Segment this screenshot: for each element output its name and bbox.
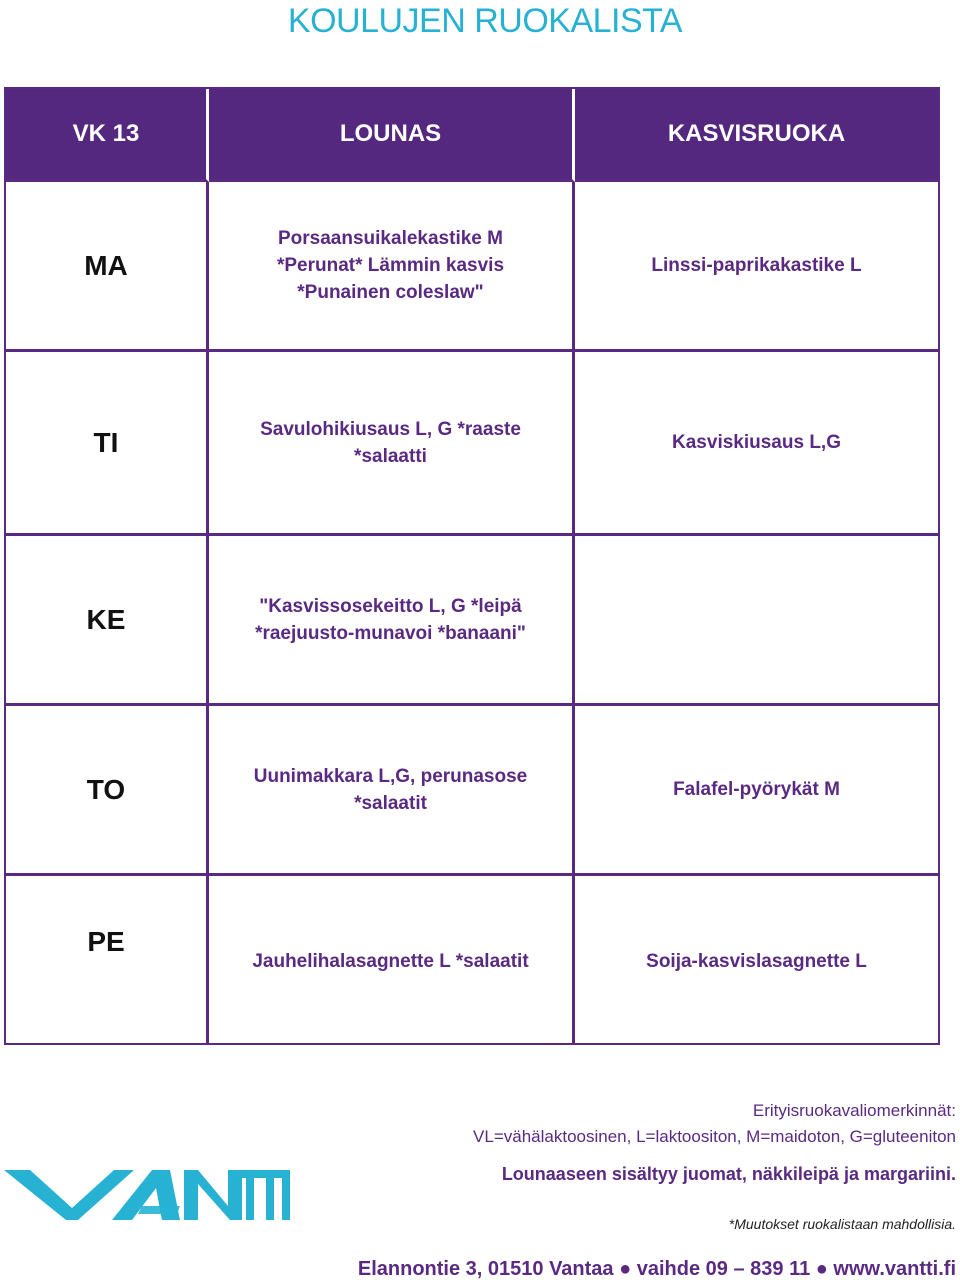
veg-cell: Soija-kasvislasagnette L — [646, 951, 867, 972]
lunch-cell: Jauhelihalasagnette L *salaatit — [209, 876, 575, 1043]
day-label: MA — [6, 182, 209, 352]
menu-grid — [6, 89, 938, 1043]
lunch-cell: "Kasvissosekeitto L, G *leipä *raejuusto-munavoi *banaani" — [209, 536, 575, 706]
day-label: PE — [6, 876, 209, 1043]
vantti-logo — [2, 1158, 292, 1228]
day-label: TO — [6, 706, 209, 876]
lunch-includes-note: Lounaaseen sisältyy juomat, näkkileipä ja margariini. — [501, 1164, 956, 1184]
lunch-cell: Savulohikiusaus L, G *raaste *salaatti — [209, 352, 575, 536]
header-veg: KASVISRUOKA — [575, 89, 938, 182]
changes-note: *Muutokset ruokalistaan mahdollisia. — [728, 1216, 956, 1232]
day-label: TI — [6, 352, 209, 536]
lunch-cell: Uunimakkara L,G, perunasose *salaatit — [209, 706, 575, 876]
menu-table — [4, 87, 940, 1045]
page-title: KOULUJEN RUOKALISTA — [287, 2, 683, 40]
legend-title: Erityisruokavaliomerkinnät: — [752, 1101, 956, 1120]
header-lunch: LOUNAS — [209, 89, 575, 182]
diet-legend — [473, 1098, 956, 1150]
veg-cell: Kasviskiusaus L,G — [575, 352, 938, 536]
day-label: KE — [6, 536, 209, 706]
veg-cell — [575, 536, 938, 706]
veg-cell: Falafel-pyörykät M — [575, 706, 938, 876]
header-week: VK 13 — [6, 89, 209, 182]
legend-text: VL=vähälaktoosinen, L=laktoositon, M=maidoton, G=gluteeniton — [473, 1127, 956, 1146]
footer-contact: Elannontie 3, 01510 Vantaa ● vaihde 09 – 839 11 ● www.vantti.fi — [357, 1258, 956, 1280]
veg-cell: Linssi-paprikakastike L — [575, 182, 938, 352]
lunch-cell: Porsaansuikalekastike M *Perunat* Lämmin kasvis *Punainen coleslaw" — [209, 182, 575, 352]
